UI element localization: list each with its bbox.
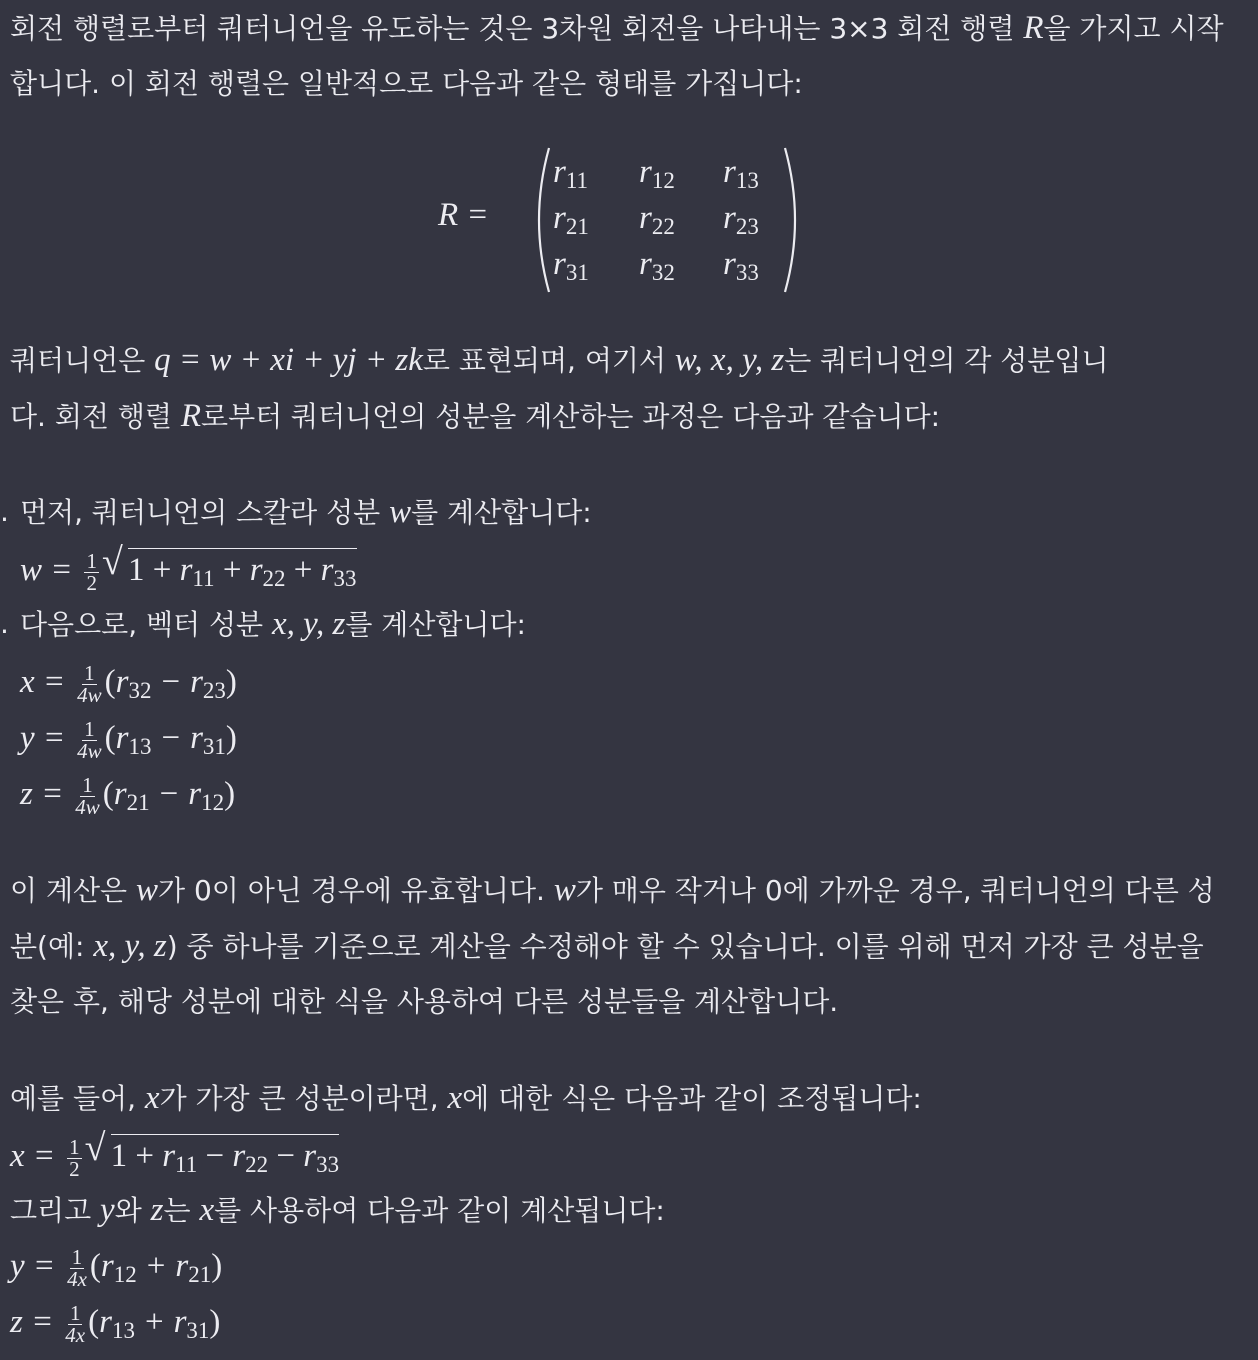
matrix-cell xyxy=(723,200,759,240)
operator: + xyxy=(144,1304,164,1340)
square-root xyxy=(84,1127,340,1185)
term-b: r xyxy=(190,720,203,756)
term-b: r xyxy=(175,1248,189,1284)
fraction xyxy=(67,1244,87,1291)
paren-close: ) xyxy=(211,1248,223,1284)
term-b: r xyxy=(190,664,203,700)
frac-num: 1 xyxy=(86,548,97,573)
step1-equation xyxy=(20,541,357,599)
cell-letter: r xyxy=(723,246,736,282)
para3-text-4: 분(예: xyxy=(10,930,94,963)
matrix-variable-2: R xyxy=(180,398,202,434)
matrix-cell xyxy=(639,200,675,240)
para3-text: 이 계산은 xyxy=(10,874,136,907)
para3-text-3: 가 매우 작거나 0에 가까운 경우, 쿼터니언의 다른 성 xyxy=(575,874,1215,907)
eq-lhs: y = xyxy=(20,720,66,756)
paren-close: ) xyxy=(225,664,237,700)
matrix-cell xyxy=(553,200,589,240)
paren-open: ( xyxy=(88,1304,100,1340)
term-a-index: 12 xyxy=(113,1262,137,1287)
frac-num: 1 xyxy=(71,1244,83,1269)
cell-letter: r xyxy=(553,200,566,236)
term-a-index: 21 xyxy=(126,790,150,815)
frac-den: 4w xyxy=(77,682,102,707)
frac-den: 2 xyxy=(86,570,97,595)
frac-den: 4w xyxy=(77,738,102,763)
para4-text-2: 가 가장 큰 성분이라면, xyxy=(159,1082,448,1115)
paren-close: ) xyxy=(209,1304,221,1340)
cell-letter: r xyxy=(639,246,652,282)
para4-var-x: x xyxy=(199,1192,215,1228)
para4-text-5: 와 xyxy=(114,1194,151,1227)
para4-line-1 xyxy=(10,1078,922,1119)
radical-sign: √ xyxy=(84,1127,106,1169)
para4-var: x xyxy=(144,1080,160,1116)
step2-heading xyxy=(0,604,526,645)
cell-index: 21 xyxy=(565,214,589,239)
quat-vars: w, x, y, z xyxy=(674,342,785,378)
para3-line-1 xyxy=(10,870,1215,911)
para4-text: 예를 들어, xyxy=(10,1082,145,1115)
frac-den: 4x xyxy=(65,1322,86,1347)
matrix-cell xyxy=(639,154,675,194)
square-root xyxy=(101,541,357,599)
term-b: r xyxy=(173,1304,187,1340)
para3-line-3: 찾은 후, 해당 성분에 대한 식을 사용하여 다른 성분들을 계산합니다. xyxy=(10,985,839,1018)
quat-equation: q = w + xi + yj + zk xyxy=(154,342,423,378)
radical-sign: √ xyxy=(101,541,123,583)
paren-open: ( xyxy=(104,664,116,700)
para4-text-3: 에 대한 식은 다음과 같이 조정됩니다: xyxy=(462,1082,922,1115)
cell-index: 33 xyxy=(735,260,759,285)
term-b-index: 23 xyxy=(202,678,226,703)
cell-index: 32 xyxy=(651,260,675,285)
para3-var: w xyxy=(136,872,159,908)
quat-def-line-2 xyxy=(10,396,940,437)
frac-den: 2 xyxy=(69,1156,80,1181)
frac-den: 4x xyxy=(67,1266,87,1291)
para3-line-2 xyxy=(10,926,1204,967)
operator: + xyxy=(146,1248,166,1284)
term-a-index: 13 xyxy=(128,734,152,759)
matrix-cell xyxy=(723,246,759,286)
eq-lhs: z = xyxy=(10,1304,54,1340)
para4-text-7: 를 사용하여 다음과 같이 계산됩니다: xyxy=(214,1194,665,1227)
fraction xyxy=(77,716,102,763)
frac-num: 1 xyxy=(69,1134,80,1159)
term-b-index: 12 xyxy=(201,790,225,815)
fraction xyxy=(67,1134,82,1181)
sqrt-body: $1 + r_{11} + r_{22} + r_{33}$ xyxy=(128,548,357,599)
fraction xyxy=(75,772,100,819)
matrix-cell xyxy=(639,246,675,286)
fraction-equation xyxy=(10,1246,222,1295)
para3-var-2: w xyxy=(553,872,576,908)
quat-def-line-1 xyxy=(10,340,1109,381)
frac-num: 1 xyxy=(84,660,95,685)
eq-lhs: z = xyxy=(20,776,64,812)
term-a: r xyxy=(99,1304,112,1340)
list-marker: . xyxy=(0,495,9,528)
step1-var: w xyxy=(389,494,412,530)
frac-den: 4w xyxy=(75,794,100,819)
para3-text-5: ) 중 하나를 기준으로 계산을 수정해야 할 수 있습니다. 이를 위해 먼저 가장 큰 성분을 xyxy=(166,930,1204,963)
cell-index: 13 xyxy=(735,168,759,193)
cell-index: 23 xyxy=(735,214,759,239)
frac-num: 1 xyxy=(84,716,95,741)
term-b: r xyxy=(188,776,202,812)
term-a: r xyxy=(115,720,129,756)
cell-index: 12 xyxy=(651,168,675,193)
fraction xyxy=(77,660,102,707)
sqrt-body: $1 + r_{11} - r_{22} - r_{33}$ xyxy=(111,1134,340,1185)
para4-var-2: x xyxy=(447,1080,463,1116)
para4-var-y: y xyxy=(100,1192,115,1228)
cell-index: 31 xyxy=(565,260,589,285)
eq-lhs: x = xyxy=(20,664,66,700)
paren-open: ( xyxy=(104,720,116,756)
para3-vars: x, y, z xyxy=(93,928,167,964)
quat-def-text-5: 로부터 쿼터니언의 성분을 계산하는 과정은 다음과 같습니다: xyxy=(201,400,941,433)
operator: − xyxy=(161,664,181,700)
para4-text-6: 는 xyxy=(163,1194,200,1227)
eq-lhs: w = xyxy=(20,552,73,588)
matrix-cell xyxy=(553,246,589,286)
cell-index: 11 xyxy=(565,168,588,193)
term-a: r xyxy=(100,1248,114,1284)
list-marker-2: . xyxy=(0,607,9,640)
paren-close: ) xyxy=(225,720,237,756)
fraction xyxy=(65,1300,86,1347)
operator: − xyxy=(161,720,181,756)
matrix-variable: R xyxy=(1023,10,1044,46)
step2-text: 다음으로, 벡터 성분 xyxy=(20,608,272,641)
quat-def-text: 쿼터니언은 xyxy=(10,344,155,377)
quat-def-text-4: 다. 회전 행렬 xyxy=(10,400,181,433)
para4-x-equation xyxy=(10,1127,340,1185)
paren-close: ) xyxy=(224,776,236,812)
step1-heading xyxy=(0,492,592,533)
eq-lhs: y = xyxy=(10,1248,56,1284)
paren-open: ( xyxy=(89,1248,101,1284)
intro-line-2: 합니다. 이 회전 행렬은 일반적으로 다음과 같은 형태를 가집니다: xyxy=(10,67,803,100)
cell-letter: r xyxy=(639,200,652,236)
fraction-equation xyxy=(20,718,237,767)
matrix-label: R = xyxy=(438,197,489,233)
operator: − xyxy=(159,776,179,812)
cell-letter: r xyxy=(553,154,566,190)
para4-var-z: z xyxy=(150,1192,164,1228)
quat-def-text-2: 로 표현되며, 여기서 xyxy=(422,344,675,377)
cell-letter: r xyxy=(553,246,566,282)
term-a-index: 32 xyxy=(128,678,152,703)
rotation-matrix xyxy=(527,140,907,300)
step1-text: 먼저, 쿼터니언의 스칼라 성분 xyxy=(20,496,390,529)
intro-line-1 xyxy=(10,8,1224,49)
quat-def-text-3: 는 쿼터니언의 각 성분입니 xyxy=(784,344,1109,377)
eq-lhs: x = xyxy=(10,1138,56,1174)
term-b-index: 31 xyxy=(186,1318,210,1343)
para3-text-2: 가 0이 아닌 경우에 유효합니다. xyxy=(158,874,554,907)
cell-letter: r xyxy=(639,154,652,190)
term-b-index: 31 xyxy=(202,734,226,759)
fraction xyxy=(84,548,99,595)
frac-num: 1 xyxy=(82,772,93,797)
matrix-cell xyxy=(553,154,588,194)
term-a: r xyxy=(115,664,129,700)
cell-index: 22 xyxy=(651,214,675,239)
paren-open: ( xyxy=(102,776,114,812)
frac-num: 1 xyxy=(69,1300,81,1325)
cell-letter: r xyxy=(723,154,736,190)
matrix-cell xyxy=(723,154,759,194)
cell-letter: r xyxy=(723,200,736,236)
intro-text: 회전 행렬로부터 쿼터니언을 유도하는 것은 3차원 회전을 나타내는 3×3 회전 행렬 xyxy=(10,12,1024,45)
fraction-equation xyxy=(20,662,237,711)
fraction-equation xyxy=(10,1302,220,1351)
para4-line-2 xyxy=(10,1190,665,1231)
term-a: r xyxy=(113,776,127,812)
step2-text-2: 를 계산합니다: xyxy=(345,608,526,641)
intro-text-end: 을 가지고 시작 xyxy=(1043,12,1224,45)
term-a-index: 13 xyxy=(111,1318,135,1343)
fraction-equation xyxy=(20,774,235,823)
term-b-index: 21 xyxy=(188,1262,212,1287)
para4-text-4: 그리고 xyxy=(10,1194,101,1227)
step2-vars: x, y, z xyxy=(272,606,346,642)
step1-text-2: 를 계산합니다: xyxy=(411,496,592,529)
